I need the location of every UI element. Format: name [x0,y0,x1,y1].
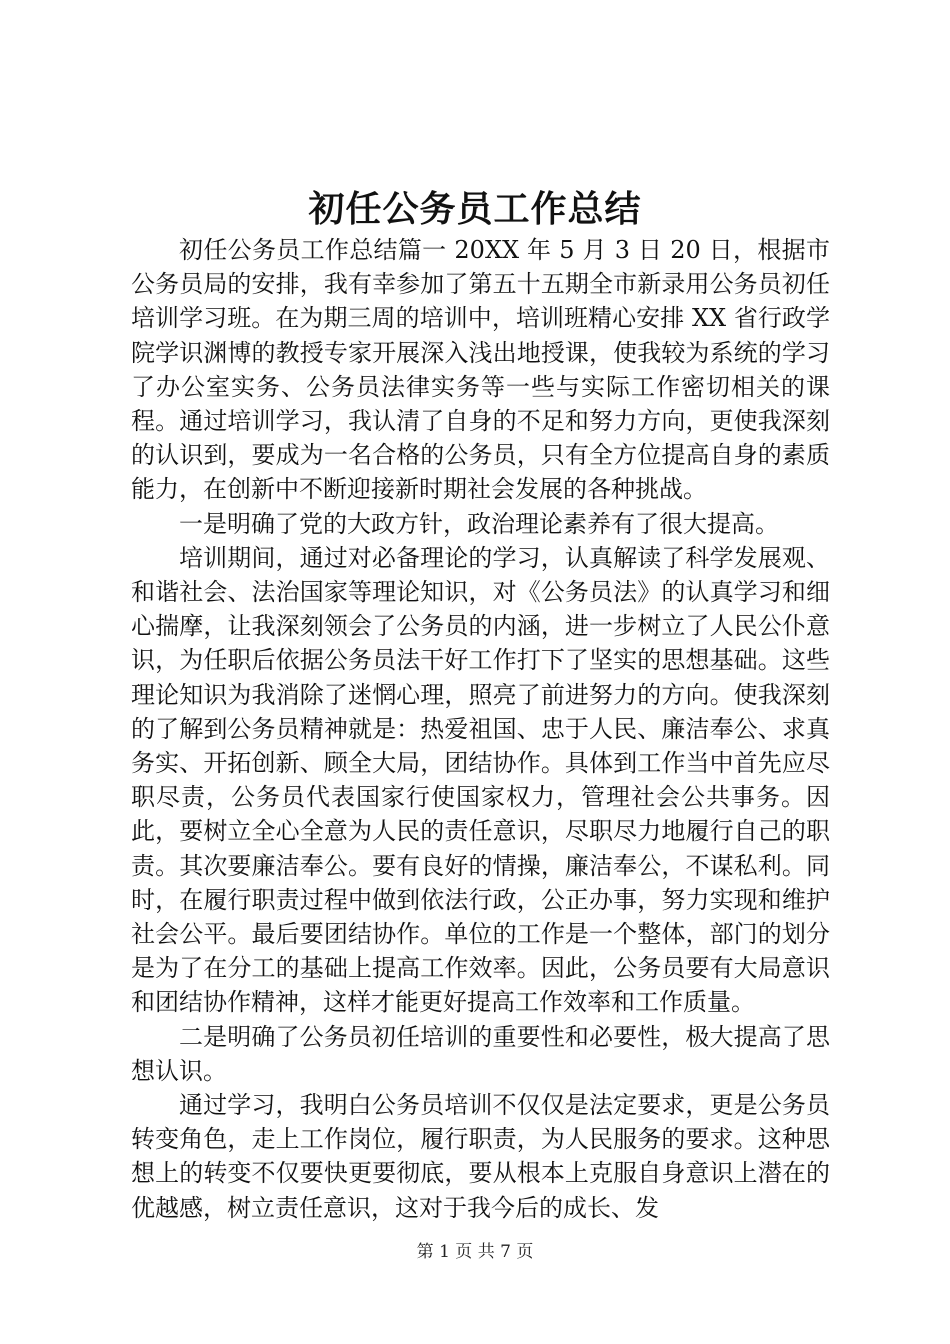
paragraph-point-two-heading: 二是明确了公务员初任培训的重要性和必要性，极大提高了思想认识。 [131,1022,830,1085]
page-number-footer: 第 1 页 共 7 页 [416,1242,534,1262]
paragraph-point-two-body: 通过学习，我明白公务员培训不仅仅是法定要求，更是公务员转变角色，走上工作岗位，履行职责，为人民服务的要求。这种思想上的转变不仅要快更要彻底，要从根本上克服自身意识上潜在的优越感，树立责任意识，这对于我今后的成长、发 [131,1091,830,1222]
paragraph-point-one-body: 培训期间，通过对必备理论的学习，认真解读了科学发展观、和谐社会、法治国家等理论知识，对《公务员法》的认真学习和细心揣摩，让我深刻领会了公务员的内涵，进一步树立了人民公仆意识，为任职后依据公务员法干好工作打下了坚实的思想基础。这些理论知识为我消除了迷惘心理，照亮了前进努力的方向。使我深刻的了解到公务员精神就是：热爱祖国、忠于人民、廉洁奉公、求真务实、开拓创新、顾全大局，团结协作。具体到工作当中首先应尽职尽责，公务员代表国家行使国家权力，管理社会公共事务。因此，要树立全心全意为人民的责任意识，尽职尽力地履行自己的职责。其次要廉洁奉公。要有良好的情操，廉洁奉公，不谋私利。同时，在履行职责过程中做到依法行政，公正办事，努力实现和维护社会公平。最后要团结协作。单位的工作是一个整体，部门的划分是为了在分工的基础上提高工作效率。因此，公务员要有大局意识和团结协作精神，这样才能更好提高工作效率和工作质量。 [131,543,830,1017]
paragraph-intro: 初任公务员工作总结篇一 20XX 年 5 月 3 日 20 日，根据市公务员局的安排，我有幸参加了第五十五期全市新录用公务员初任培训学习班。在为期三周的培训中，培训班精心安排 XX 省行政学院学识渊博的教授专家开展深入浅出地授课，使我较为系统的学习了办公室实务、公务员法律实务等一些与实际工作密切相关的课程。通过培训学习，我认清了自身的不足和努力方向，更使我深刻的认识到，要成为一名合格的公务员，只有全方位提高自身的素质能力，在创新中不断迎接新时期社会发展的各种挑战。 [131,236,830,504]
document-body [131,233,830,1225]
document-title: 初任公务员工作总结 [308,188,642,230]
paragraph-point-one-heading: 一是明确了党的大政方针，政治理论素养有了很大提高。 [179,509,779,538]
